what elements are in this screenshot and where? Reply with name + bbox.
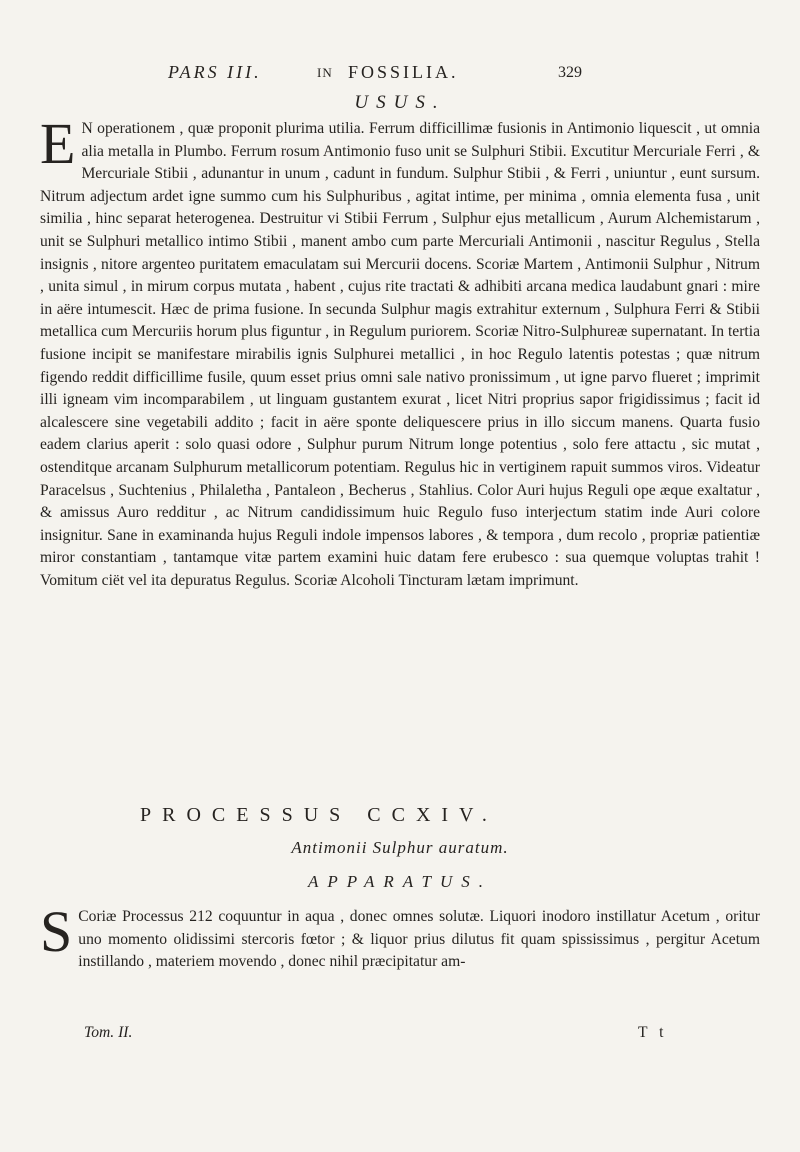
running-head bbox=[0, 62, 800, 88]
dropcap: S bbox=[40, 899, 73, 964]
signature-mark: T t bbox=[638, 1024, 668, 1041]
page-number: 329 bbox=[558, 64, 582, 81]
page-footer bbox=[0, 1024, 800, 1048]
running-head-in: IN bbox=[317, 65, 333, 80]
paragraph-text: N operationem , quæ proponit plurima utilia. Ferrum difficillimæ fusionis in Antimonio liquescit , ut omnia alia metalla in Plumbo. Ferrum rosum Antimonio fuso unit se Sulphuri Stibii. Excutitur Mercuriale Ferri , & Mercuriale Stibii , adunantur in unum , cadunt in fundum. Sulphur Stibii , & Ferri , uniuntur , eunt sursum. Nitrum adjectum ardet igne summo cum his Sulphuribus , agitat intime, per minima , omnia elementa fusa , unit similia , hinc separat heterogenea. Destruitur vi Stibii Ferrum , Sulphur ejus metallicum , Aurum Alchemistarum , unit se Sulphuri metallico intimo Stibii , manent ambo cum parte Mercuriali Antimonii , nascitur Regulus , Stella insignis , nitore argenteo puritatem emaculatam sui Mercurii docens. Scoriæ Martem , Antimonii Sulphur , Nitrum , unita simul , in mirum corpus mutata , habent , cujus rite tractati & adhibiti arcana medica laudabunt gnari : mire in aëre intumescit. Hæc de prima fusione. In secunda Sulphur magis extrahitur externum , Sulphura Ferri & Stibii metallica cum Mercuriis horum plus figuntur , in Regulum puriorem. Scoriæ Nitro-Sulphureæ supernatant. In tertia fusione incipit se manifestare mirabilis ignis Sulphurei metallici , in hoc Regulo latentis potestas ; quæ nitrum figendo reddit difficillime fusile, quum esset prius omni sale nativo pronissimum , ut igne parvo flueret ; imprimit illi igneam vim incomparabilem , ut linguam gustantem exurat , licet Nitri proprius sapor frigidissimus ; facit id alcalescere sine vegetabili addito ; facit in aëre sponte deliquescere prius in illo siccum manens. Quarta fusio eadem clarius aperit : solo quasi odore , Sulphur purum Nitrum longe potentius , solo fere attactu , sic mutat , ostenditque arcanam Sulphurum metallicorum potentiam. Regulus hic in vertiginem rapuit summos viros. Videatur Paracelsus , Suchtenius , Philaletha , Pantaleon , Becherus , Stahlius. Color Auri hujus Reguli ope æque exaltatur , & amissus Auro redditur , ac Nitrum candidissimum huic Regulo fuso interjectum statim inde Auri colore insignitur. Sane in examinanda hujus Reguli indole impensos labores , & tempora , dum recolo , propriæ patientiæ miror constantiam , tantamque vitæ partem examini huic datam fere erubesco : sua quemque voluptas trahit ! Vomitum ciët vel ita depuratus Regulus. Scoriæ Alcoholi Tincturam lætam imprimunt. bbox=[40, 120, 760, 589]
paragraph-text: Coriæ Processus 212 coquuntur in aqua , donec omnes solutæ. Liquori inodoro instillatur Acetum , oritur uno momento olidissimi stercoris fœtor ; & liquor prius dilutus fit quam spississimus , pergitur Acetum instillando , materiem movendo , donec nihil præcipitatur am- bbox=[78, 908, 760, 971]
section-title: USUS. bbox=[354, 92, 446, 113]
paragraph-apparatus bbox=[40, 899, 760, 974]
processus-heading: PROCESSUS CCXIV. bbox=[140, 804, 498, 826]
dropcap: E bbox=[40, 111, 76, 176]
apparatus-heading: APPARATUS. bbox=[308, 872, 492, 891]
volume-mark: Tom. II. bbox=[84, 1024, 133, 1041]
processus-subtitle: Antimonii Sulphur auratum. bbox=[291, 838, 509, 857]
running-head-part: PARS III. bbox=[168, 62, 262, 82]
paragraph-usus bbox=[40, 111, 760, 592]
running-head-title: FOSSILIA. bbox=[348, 62, 459, 82]
